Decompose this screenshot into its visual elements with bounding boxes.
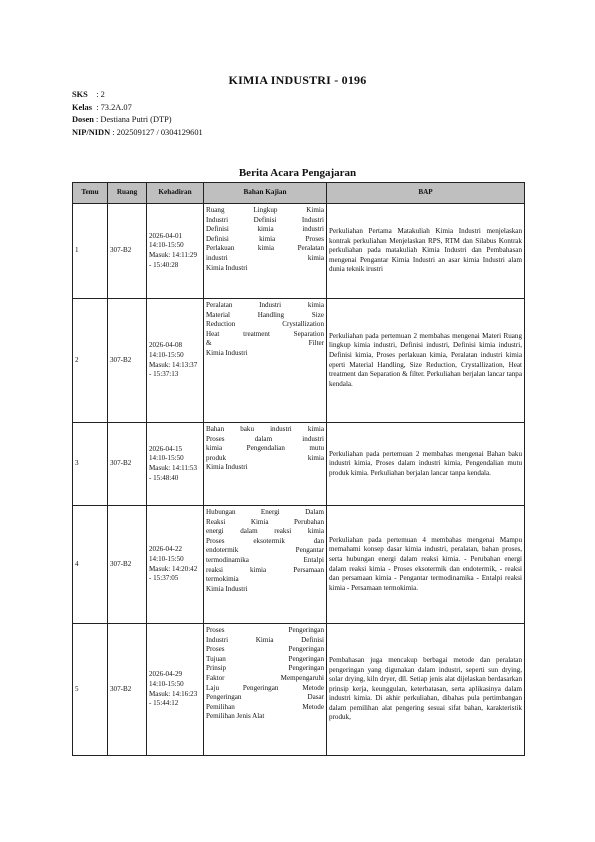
column-header-bahan-kajian: Bahan Kajian	[204, 183, 327, 204]
bahan-kajian-line: industri kimia	[206, 253, 324, 262]
table-row	[73, 204, 525, 299]
dosen-label: Dosen	[72, 115, 94, 125]
bahan-kajian-line: Peralatan Industri kimia	[206, 301, 324, 309]
bahan-kajian-line: Material Handling Size	[206, 310, 324, 319]
bahan-kajian-line: Reaksi Kimia Perubahan	[206, 517, 324, 526]
sks-value: : 2	[96, 90, 105, 99]
cell-bap: Perkuliahan pada pertemuan 2 membahas mengenai Bahan baku industri kimia, Proses dalam industri kimia, Pengendalian mutu produk kimia. Perkuliahan berjalan lancar tanpa kendala.	[327, 423, 525, 506]
bahan-kajian-line: Pemilihan Metode	[206, 702, 324, 711]
bahan-kajian-line: Tujuan Pengeringan	[206, 654, 324, 663]
cell-bahan-kajian	[204, 423, 327, 506]
dosen-value: : Destiana Putri (DTP)	[95, 115, 172, 125]
cell-kehadiran: 2026-04-15 14:10-15:50 Masuk: 14:11:53 - 15:48:40	[147, 423, 204, 506]
cell-kehadiran: 2026-04-22 14:10-15:50 Masuk: 14:20:42 - 15:37:05	[147, 506, 204, 624]
teaching-log-table	[72, 182, 525, 756]
cell-ruang: 307-B2	[108, 299, 147, 423]
bahan-kajian-line: energi dalam reaksi kimia	[206, 527, 324, 536]
course-info	[72, 89, 203, 139]
bahan-kajian-line: & Filter	[206, 339, 324, 348]
cell-temu: 2	[73, 299, 108, 423]
cell-ruang: 307-B2	[108, 423, 147, 506]
cell-temu: 3	[73, 423, 108, 506]
bahan-kajian-line: Bahan baku industri kimia	[206, 425, 324, 433]
sks-row	[72, 89, 203, 102]
cell-ruang: 307-B2	[108, 506, 147, 624]
cell-ruang: 307-B2	[108, 204, 147, 299]
cell-temu: 5	[73, 624, 108, 756]
nip-label: NIP/NIDN	[72, 127, 111, 137]
bahan-kajian-line: kimia Pengendalian mutu	[206, 444, 324, 453]
bahan-kajian-line: Faktor Mempengaruhi	[206, 673, 324, 682]
bahan-kajian-line: Pemilihan Jenis Alat	[206, 712, 265, 721]
bahan-kajian-line: reaksi kimia Persamaan	[206, 565, 324, 574]
cell-kehadiran: 2026-04-08 14:10-15:50 Masuk: 14:13:37 - 15:37:13	[147, 299, 204, 423]
bahan-kajian-line: Proses Pengeringan	[206, 645, 324, 654]
kelas-row	[72, 102, 203, 115]
bahan-kajian-line: termokimia	[206, 575, 239, 584]
column-header-ruang: Ruang	[108, 183, 147, 204]
bahan-kajian-line: Prinsip Pengeringan	[206, 664, 324, 673]
bahan-kajian-line: Hubungan Energi Dalam	[206, 508, 324, 516]
bahan-kajian-line: Kimia Industri	[206, 463, 248, 472]
bahan-kajian-line: Kimia Industri	[206, 584, 248, 593]
column-header-temu: Temu	[73, 183, 108, 204]
cell-bap: Perkuliahan pada pertemuan 4 membahas mengenai Mampu memahami konsep dasar kimia industri, peralatan, bahan proses, serta hubungan energi dalam reaksi kimia. - Perubahan energi dalam reaksi kimia - Proses eksotermik dan endotermik, - reaksi dan persamaan kimia - Pengantar termodinamika - Entalpi reaksi kimia - Persamaan termokimia.	[327, 506, 525, 624]
cell-ruang: 307-B2	[108, 624, 147, 756]
cell-bahan-kajian	[204, 204, 327, 299]
bahan-kajian-line: Pengeringan Dasar	[206, 693, 324, 702]
table-header-row	[73, 183, 525, 204]
bahan-kajian-line: Heat treatment Separation	[206, 329, 324, 338]
nip-row	[72, 127, 203, 140]
column-header-kehadiran: Kehadiran	[147, 183, 204, 204]
section-title: Berita Acara Pengajaran	[238, 167, 357, 179]
bahan-kajian-line: Ruang Lingkup Kimia	[206, 206, 324, 214]
bahan-kajian-line: produk kimia	[206, 453, 324, 462]
bahan-kajian-line: endotermik Pengantar	[206, 546, 324, 555]
bahan-kajian-line: termodinamika Entalpi	[206, 555, 324, 564]
bahan-kajian-line: Reduction Crystallization	[206, 320, 324, 329]
bahan-kajian-line: Proses eksotermik dan	[206, 536, 324, 545]
bahan-kajian-line: Definisi kimia Proses	[206, 234, 324, 243]
bahan-kajian-line: Laju Pengeringan Metode	[206, 683, 324, 692]
cell-bap: Pembahasan juga mencakup berbagai metode dan peralatan pengeringan yang digunakan dalam industri, seperti sun drying, solar drying, kiln dryer, dll. Setiap jenis alat dijelaskan berdasarkan prinsip kerja, keunggulan, keterbatasan, serta aplikasinya dalam industri kimia. Di akhir perkuliahan, dibahas pula pertimbangan dalam pemilihan alat pengering sesuai sifat bahan, karakteristik produk,	[327, 624, 525, 756]
bahan-kajian-line: Kimia Industri	[206, 263, 248, 272]
bahan-kajian-line: Industri Definisi Industri	[206, 215, 324, 224]
document-title: KIMIA INDUSTRI - 0196	[228, 73, 367, 87]
cell-bahan-kajian	[204, 506, 327, 624]
bahan-kajian-line: Perlakuan kimia Peralatan	[206, 244, 324, 253]
cell-temu: 1	[73, 204, 108, 299]
bahan-kajian-line: Industri Kimia Definisi	[206, 635, 324, 644]
cell-bahan-kajian	[204, 299, 327, 423]
kelas-value: : 73.2A.07	[96, 102, 132, 112]
bahan-kajian-line: Proses dalam industri	[206, 434, 324, 443]
table-row	[73, 624, 525, 756]
bahan-kajian-line: Proses Pengeringan	[206, 626, 324, 634]
cell-bap: Perkuliahan Pertama Matakuliah Kimia Industri menjelaskan kontrak perkuliahan Menjelaskan RPS, RTM dan Silabus Kontrak perkuliahan pada matakuliah Kimia Industri dan Pembahasan mengenai Pengantar Kimia Industri an asar kimia Industri alam dunia teknik irustri	[327, 204, 525, 299]
nip-value: : 202509127 / 0304129601	[112, 127, 203, 137]
table-row	[73, 423, 525, 506]
bahan-kajian-line: Definisi kimia industri	[206, 225, 324, 234]
bahan-kajian-line: Kimia Industri	[206, 348, 248, 357]
cell-kehadiran: 2026-04-29 14:10-15:50 Masuk: 14:16:23 - 15:44:12	[147, 624, 204, 756]
cell-kehadiran: 2026-04-01 14:10-15:50 Masuk: 14:11:29 - 15:40:28	[147, 204, 204, 299]
kelas-label: Kelas	[72, 102, 93, 112]
cell-temu: 4	[73, 506, 108, 624]
cell-bahan-kajian	[204, 624, 327, 756]
sks-label: SKS	[72, 90, 88, 99]
cell-bap: Perkuliahan pada pertemuan 2 membahas mengenai Materi Ruang lingkup kimia industri, Definisi industri, Definisi kimia industri, Definisi kimia, Proses perlakuan kimia, Peralatan industri kimia eperti Material Handling, Size Reduction, Crystallization, Heat treatment dan Separation & filter. Perkuliahan berjalan lancar tanpa kendala.	[327, 299, 525, 423]
dosen-row	[72, 114, 203, 127]
table-row	[73, 299, 525, 423]
table-row	[73, 506, 525, 624]
column-header-bap: BAP	[327, 183, 525, 204]
